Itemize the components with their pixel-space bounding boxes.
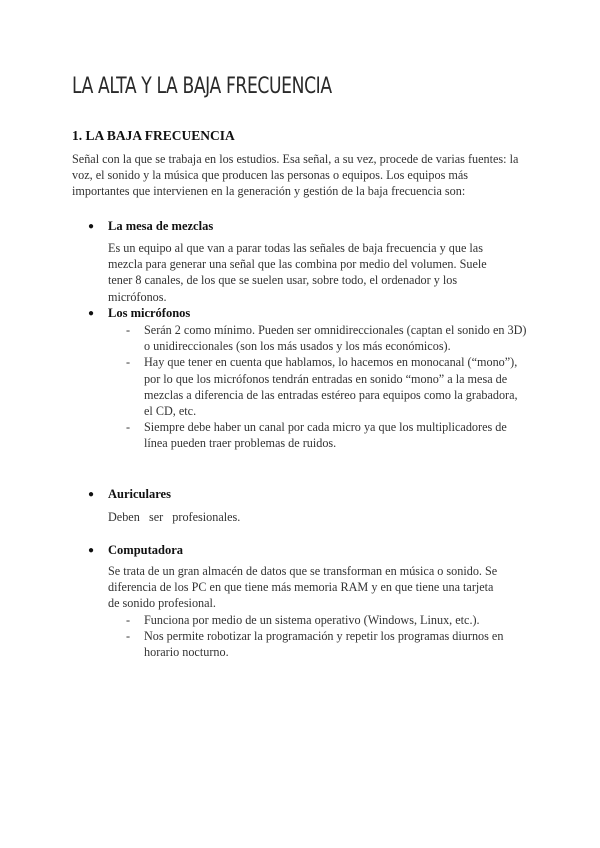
list-item [108,322,528,354]
dash-icon: - [126,323,131,337]
list-item-text: Serán 2 como mínimo. Pueden ser omnidireccionales (captan el sonido en 3D) o unidireccionales (son los más usados y los más económicos). [144,323,527,354]
microfonos-sublist [108,322,528,452]
bullet-computadora [88,543,183,558]
computadora-sublist [108,612,508,661]
list-item-text: Hay que tener en cuenta que hablamos, lo hacemos en monocanal (“mono”), por lo que los micrófonos tendrán entradas en sonido “mono” a la mesa de mezclas a diferencia de las entradas estéreo para equipos como la grabadora, el CD, etc. [144,355,518,419]
dash-icon: - [126,420,131,435]
section-heading: 1. LA BAJA FRECUENCIA [72,128,235,143]
bullet-microfonos [88,306,190,321]
bullet-mesa-de-mezclas [88,219,213,234]
dash-icon: - [126,613,131,627]
computadora-description: Se trata de un gran almacén de datos que se transforman en música o sonido. Se diferencia de los PC en que tiene más memoria RAM y en que tiene una tarjeta de sonido profesional. [108,564,498,611]
bullet-icon: ● [88,308,95,319]
bullet-label: Computadora [108,543,184,557]
list-item [108,612,508,628]
bullet-icon: ● [88,221,95,232]
list-item [108,628,508,660]
bullet-icon: ● [88,545,95,556]
list-item-text: Nos permite robotizar la programación y repetir los programas diurnos en horario nocturno. [144,629,504,660]
list-item [108,354,528,419]
dash-icon: - [126,629,131,644]
intro-paragraph: Señal con la que se trabaja en los estudios. Esa señal, a su vez, procede de varias fuentes: la voz, el sonido y la música que producen las personas o equipos. Los equipos más importantes que intervienen en la generación y gestión de la baja frecuencia son: [72,152,519,199]
bullet-label: Los micrófonos [108,306,191,320]
auriculares-description: Deben ser profesionales. [108,510,241,524]
bullet-label: La mesa de mezclas [108,219,214,233]
bullet-icon: ● [88,489,95,500]
list-item-text: Funciona por medio de un sistema operativo (Windows, Linux, etc.). [144,613,480,627]
dash-icon: - [126,355,131,370]
bullet-label: Auriculares [108,487,171,501]
bullet-auriculares [88,487,171,502]
list-item-text: Siempre debe haber un canal por cada micro ya que los multiplicadores de línea pueden traer problemas de ruidos. [144,420,507,451]
mesa-description: Es un equipo al que van a parar todas las señales de baja frecuencia y que las mezcla para generar una señal que las combina por medio del volumen. Suele tener 8 canales, de los que se suelen usar, sobre todo, el ordenador y los micrófonos. [108,241,487,304]
page-title: LA ALTA Y LA BAJA FRECUENCIA [72,74,332,99]
list-item [108,419,528,451]
